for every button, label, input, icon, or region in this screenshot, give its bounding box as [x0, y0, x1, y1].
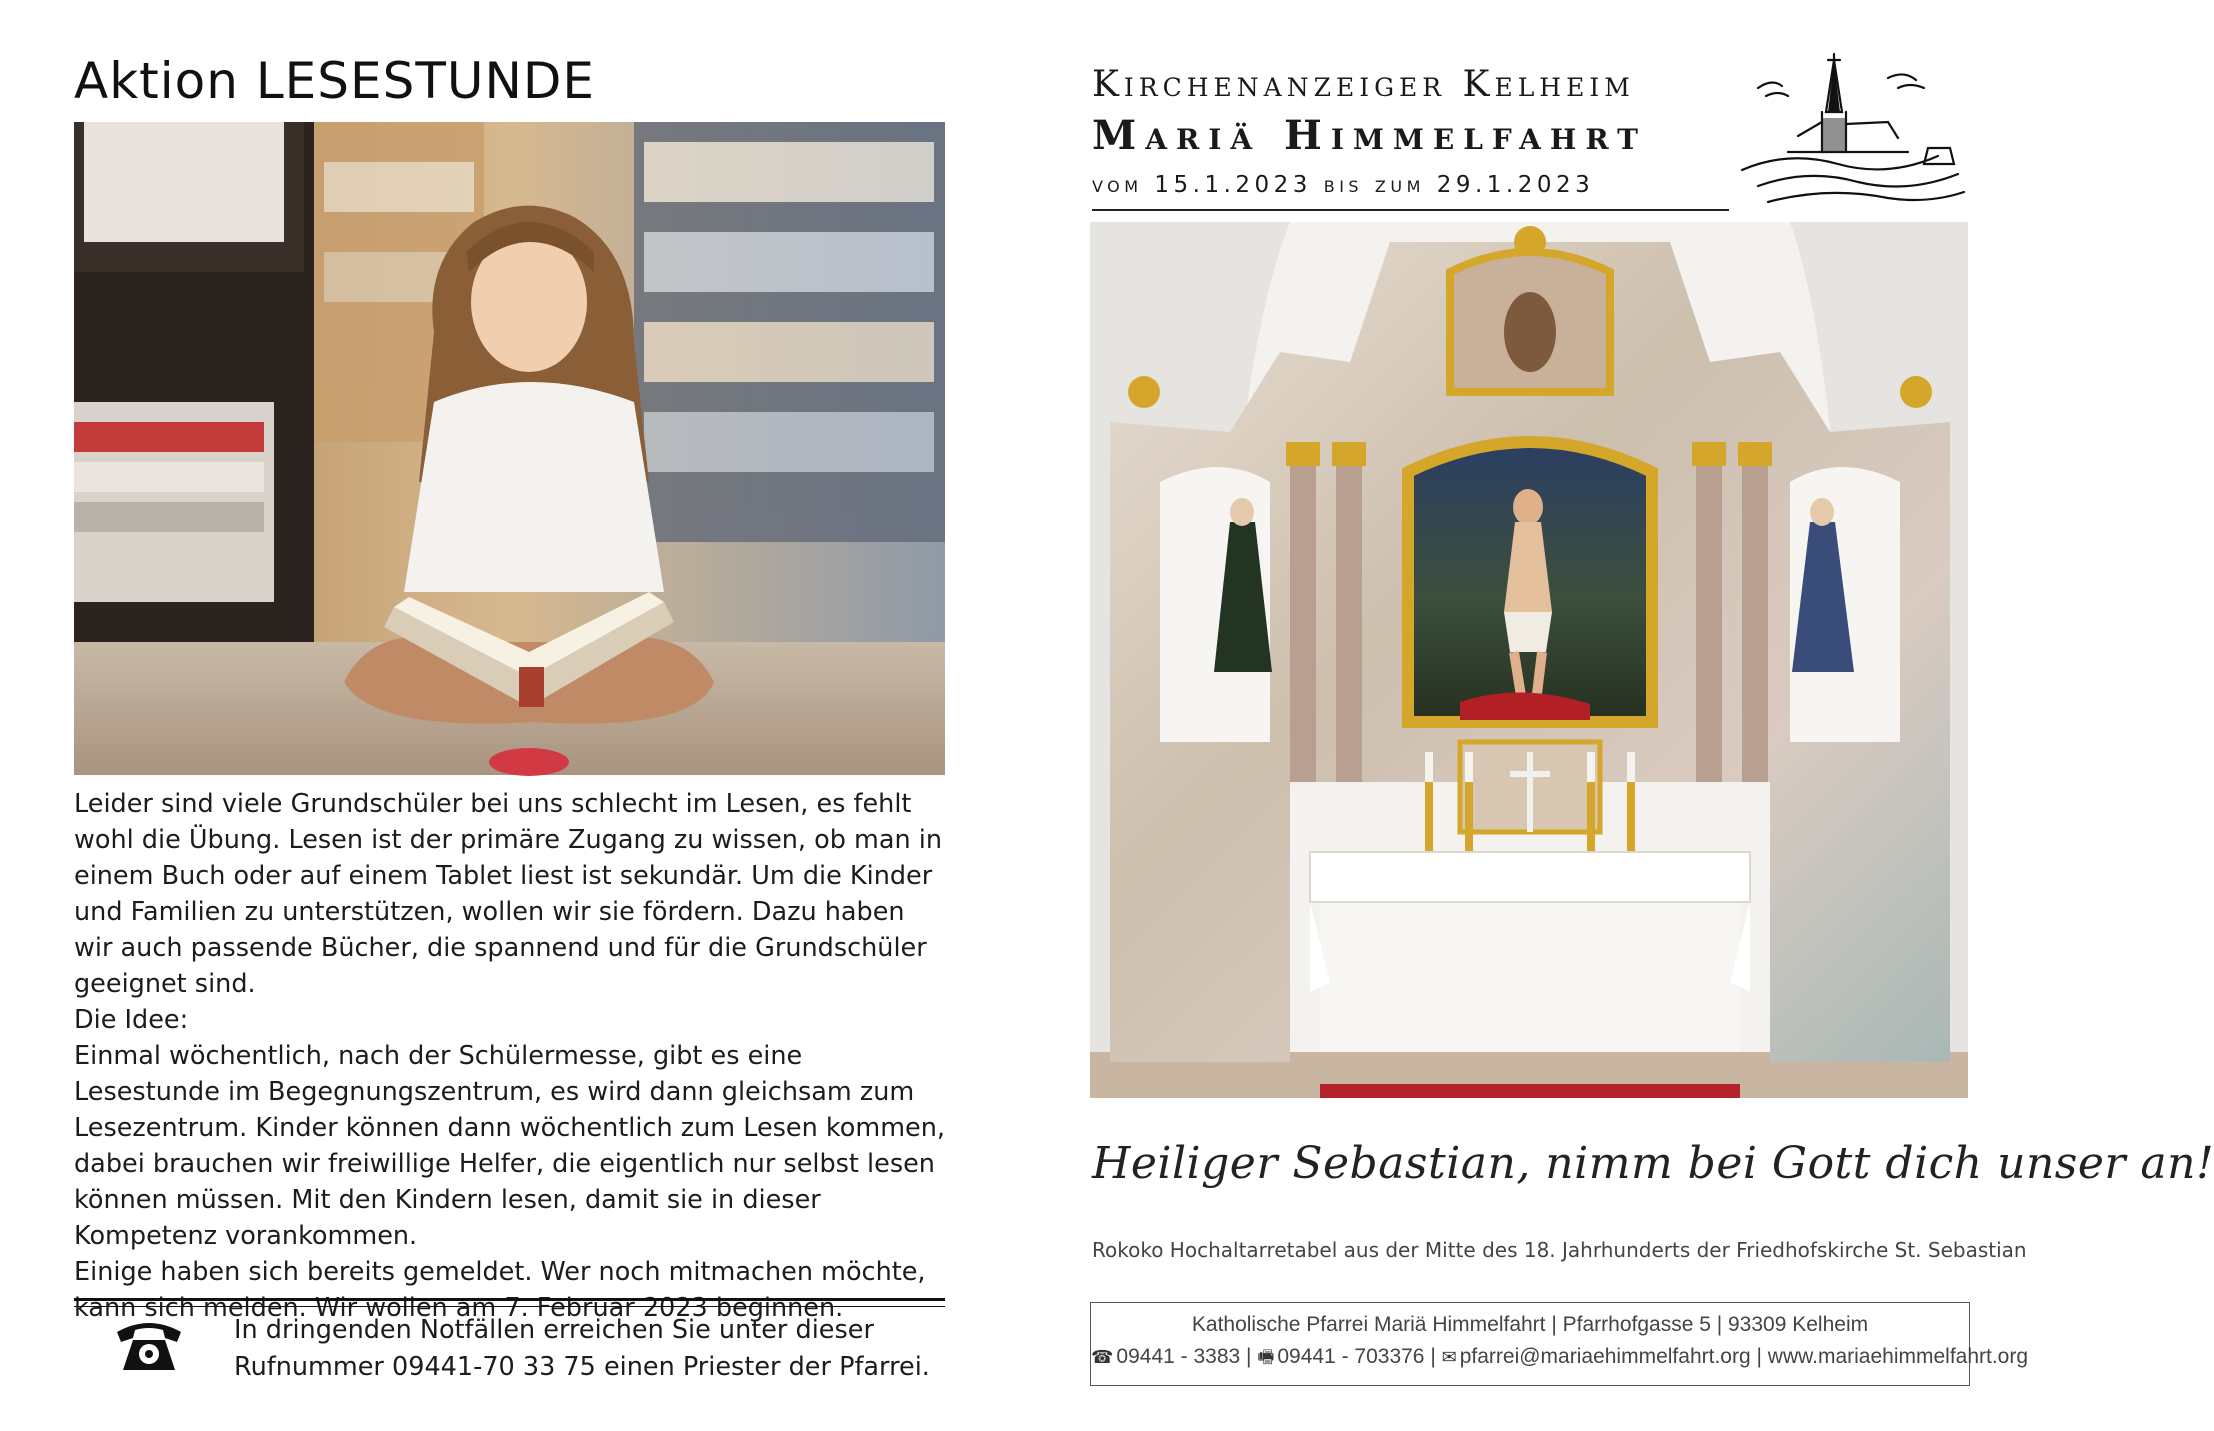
paragraph-idea: Einmal wöchentlich, nach der Schülermesse, gibt es eine Lesestunde im Begegnungszentrum, es wird dann gleichsam zum Lesezentrum. Kinder können dann wöchentlich zum Lesen kommen, dabei brauchen wir freiwillige Helfer, die eigentlich nur selbst lesen können müssen. Mit den Kindern lesen, damit sie in dieser Kompetenz vorankommen.	[74, 1041, 945, 1251]
masthead-rule	[1092, 209, 1729, 211]
church-sketch-logo	[1738, 52, 1968, 210]
altar-photo	[1090, 222, 1968, 1098]
masthead-dates: vom 15.1.2023 bis zum 29.1.2023	[1092, 172, 1595, 198]
phone-number[interactable]: 09441 - 3383	[1116, 1345, 1241, 1368]
section-divider	[74, 1298, 945, 1307]
masthead-title: Kirchenanzeiger Kelheim	[1092, 64, 1635, 105]
phone-icon: ☎	[1091, 1347, 1114, 1367]
page-title: Aktion LESESTUNDE	[74, 52, 595, 110]
reading-girl-photo	[74, 122, 945, 775]
fax-number[interactable]: 09441 - 703376	[1277, 1345, 1425, 1368]
paragraph-closing: Einige haben sich bereits gemeldet. Wer noch mitmachen möchte, kann sich melden. Wir wollen am 7. Februar 2023 beginnen.	[74, 1257, 926, 1323]
website-link[interactable]: www.mariaehimmelfahrt.org	[1767, 1345, 2029, 1368]
email-icon: ✉	[1441, 1347, 1457, 1367]
emergency-notice	[234, 1312, 934, 1386]
masthead-parish: Mariä Himmelfahrt	[1092, 112, 1647, 159]
paragraph-intro: Leider sind viele Grundschüler bei uns schlecht im Lesen, es fehlt wohl die Übung. Lesen ist der primäre Zugang zu wissen, ob man in einem Buch oder auf einem Tablet liest ist sekundär. Um die Kinder und Familien zu unterstützen, wollen wir sie fördern. Dazu haben wir auch passende Bücher, die spannend und für die Grundschüler geeignet sind.	[74, 789, 943, 999]
paragraph-idea-heading: Die Idee:	[74, 1005, 189, 1035]
contact-box	[1090, 1302, 2029, 1386]
contact-details: ☎ 09441 - 3383 | 🖷 09441 - 703376 | ✉ pfarrei@mariaehimmelfahrt.org | www.mariaehimmelfahrt.org	[1091, 1345, 1969, 1375]
caption-description: Rokoko Hochaltarretabel aus der Mitte des 18. Jahrhunderts der Friedhofskirche St. Sebastian	[1092, 1238, 2027, 1262]
email-link[interactable]: pfarrei@mariaehimmelfahrt.org	[1459, 1345, 1751, 1368]
caption-prayer: Heiliger Sebastian, nimm bei Gott dich unser an!	[1092, 1138, 2214, 1189]
article-body	[74, 786, 945, 1326]
fax-icon: 🖷	[1257, 1347, 1275, 1367]
emergency-line-2: Rufnummer 09441-70 33 75 einen Priester der Pfarrei.	[234, 1352, 930, 1382]
telephone-icon	[113, 1316, 185, 1374]
parish-address: Katholische Pfarrei Mariä Himmelfahrt | Pfarrhofgasse 5 | 93309 Kelheim	[1191, 1313, 1869, 1336]
emergency-line-1: In dringenden Notfällen erreichen Sie unter dieser	[234, 1315, 874, 1345]
